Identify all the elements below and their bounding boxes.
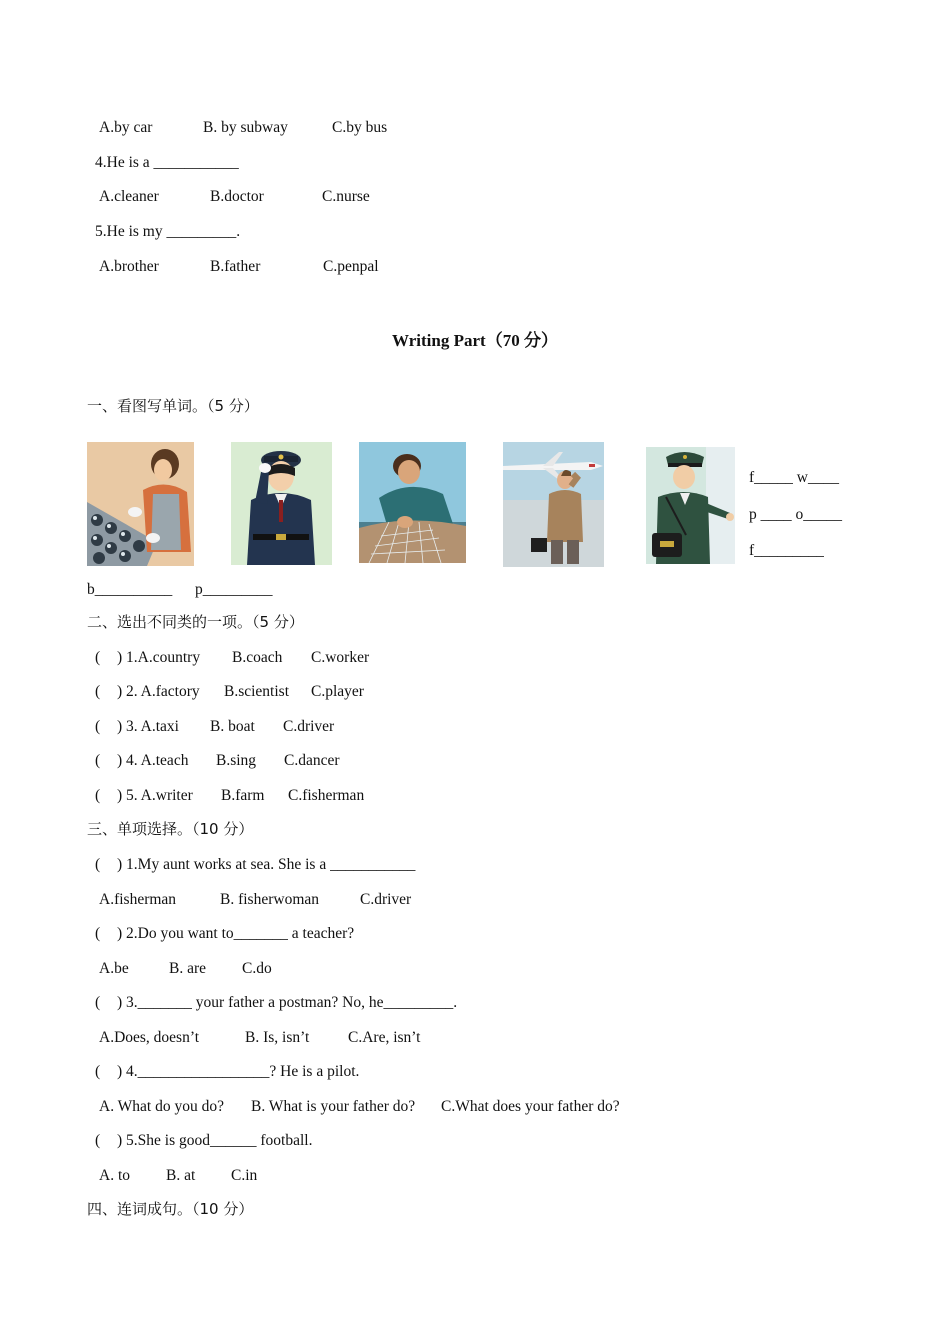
section3-heading: 三、单项选择。（10 分） bbox=[87, 820, 254, 838]
option-c: C.fisherman bbox=[288, 787, 365, 804]
option-a: A.fisherman bbox=[99, 891, 177, 908]
answer-bracket[interactable]: ( bbox=[95, 683, 101, 700]
item-stem: ) 2. A.factory bbox=[117, 683, 200, 700]
option-a: A.Does, doesn’t bbox=[99, 1029, 200, 1046]
item-stem: ) 1.A.country bbox=[117, 649, 201, 666]
option-a: A.by car bbox=[99, 119, 153, 136]
option-c: C.dancer bbox=[284, 752, 340, 769]
blank-bottom-1: b__________ bbox=[87, 581, 173, 598]
answer-bracket[interactable]: ( bbox=[95, 649, 101, 666]
option-c: C.nurse bbox=[322, 188, 370, 205]
blank-right-1: f_____ w____ bbox=[749, 469, 839, 486]
blank-bottom-2: p_________ bbox=[195, 581, 273, 598]
q5-stem: 5.He is my _________. bbox=[95, 223, 241, 240]
option-a: A. What do you do? bbox=[99, 1098, 224, 1115]
q4-stem: 4.He is a ___________ bbox=[95, 154, 239, 171]
option-a: A. to bbox=[99, 1167, 130, 1184]
option-c: C.do bbox=[242, 960, 272, 977]
option-a: A.brother bbox=[99, 258, 159, 275]
option-b: B.father bbox=[210, 258, 261, 275]
option-b: B. by subway bbox=[203, 119, 288, 136]
question-stem: ) 4._________________? He is a pilot. bbox=[117, 1063, 360, 1080]
picture-postman bbox=[646, 447, 735, 564]
section4-heading: 四、连词成句。（10 分） bbox=[87, 1200, 254, 1218]
option-c: C.in bbox=[231, 1167, 258, 1184]
item-stem: ) 3. A.taxi bbox=[117, 718, 179, 735]
answer-bracket[interactable]: ( bbox=[95, 925, 101, 942]
option-b: B. fisherwoman bbox=[220, 891, 320, 908]
item-stem: ) 5. A.writer bbox=[117, 787, 193, 804]
item-stem: ) 4. A.teach bbox=[117, 752, 189, 769]
picture-policewoman bbox=[231, 442, 332, 565]
answer-bracket[interactable]: ( bbox=[95, 1063, 101, 1080]
option-b: B.sing bbox=[216, 752, 257, 769]
section2-heading: 二、选出不同类的一项。（5 分） bbox=[87, 613, 304, 631]
option-b: B. Is, isn’t bbox=[245, 1029, 310, 1046]
option-b: B. are bbox=[169, 960, 207, 977]
option-c: C.player bbox=[311, 683, 364, 700]
option-a: A.cleaner bbox=[99, 188, 159, 205]
picture-businessman bbox=[503, 442, 604, 567]
option-c: C.driver bbox=[283, 718, 335, 735]
option-c: C.penpal bbox=[323, 258, 379, 275]
option-b: B. What is your father do? bbox=[251, 1098, 416, 1115]
option-c: C.Are, isn’t bbox=[348, 1029, 421, 1046]
blank-right-2: p ____ o_____ bbox=[749, 506, 842, 523]
option-b: B.doctor bbox=[210, 188, 264, 205]
answer-bracket[interactable]: ( bbox=[95, 994, 101, 1011]
answer-bracket[interactable]: ( bbox=[95, 718, 101, 735]
question-stem: ) 2.Do you want to_______ a teacher? bbox=[117, 925, 355, 942]
option-b: B.scientist bbox=[224, 683, 290, 700]
section1-heading: 一、看图写单词。（5 分） bbox=[87, 397, 259, 415]
option-c: C.worker bbox=[311, 649, 370, 666]
answer-bracket[interactable]: ( bbox=[95, 1132, 101, 1149]
writing-part-title: Writing Part（70 分） bbox=[392, 331, 558, 350]
picture-factory-worker bbox=[87, 442, 194, 566]
option-c: C.driver bbox=[360, 891, 412, 908]
option-b: B. at bbox=[166, 1167, 196, 1184]
option-c: C.by bus bbox=[332, 119, 388, 136]
answer-bracket[interactable]: ( bbox=[95, 752, 101, 769]
picture-fisherman bbox=[359, 442, 466, 563]
option-b: B. boat bbox=[210, 718, 255, 735]
question-stem: ) 3._______ your father a postman? No, he_________. bbox=[117, 994, 458, 1011]
question-stem: ) 5.She is good______ football. bbox=[117, 1132, 313, 1149]
answer-bracket[interactable]: ( bbox=[95, 787, 101, 804]
question-stem: ) 1.My aunt works at sea. She is a ___________ bbox=[117, 856, 416, 873]
answer-bracket[interactable]: ( bbox=[95, 856, 101, 873]
option-b: B.coach bbox=[232, 649, 283, 666]
option-c: C.What does your father do? bbox=[441, 1098, 620, 1115]
option-b: B.farm bbox=[221, 787, 265, 804]
option-a: A.be bbox=[99, 960, 129, 977]
blank-right-3: f_________ bbox=[749, 542, 824, 559]
